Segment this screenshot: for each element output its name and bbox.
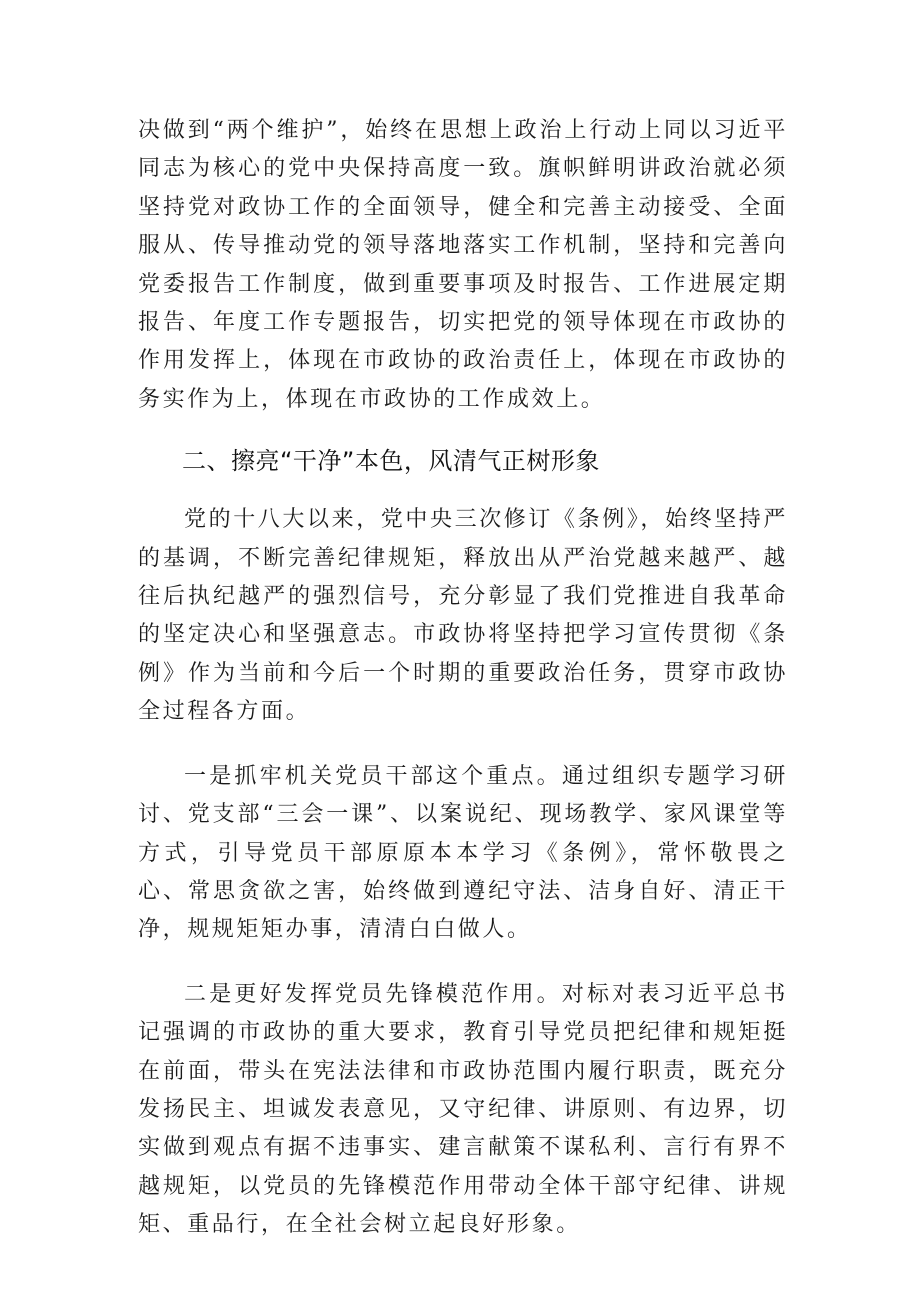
paragraph-point-one: 一是抓牢机关党员干部这个重点。通过组织专题学习研讨、党支部“三会一课”、以案说纪、现场教学、家风课堂等方式，引导党员干部原原本本学习《条例》，常怀敬畏之心、常思贪欲之害，始终做到遵纪守法、洁身自好、清正干净，规规矩矩办事，清清白白做人。 [138, 763, 788, 943]
paragraph-continuation: 决做到“两个维护”，始终在思想上政治上行动上同以习近平同志为核心的党中央保持高度一致。旗帜鲜明讲政治就必须坚持党对政协工作的全面领导，健全和完善主动接受、全面服从、传导推动党的领导落地落实工作机制，坚持和完善向党委报告工作制度，做到重要事项及时报告、工作进展定期报告、年度工作专题报告，切实把党的领导体现在市政协的作用发挥上，体现在市政协的政治责任上，体现在市政协的务实作为上，体现在市政协的工作成效上。 [138, 118, 788, 412]
paragraph-intro: 党的十八大以来，党中央三次修订《条例》，始终坚持严的基调，不断完善纪律规矩，释放出从严治党越来越严、越往后执纪越严的强烈信号，充分彰显了我们党推进自我革命的坚定决心和坚强意志。市政协将坚持把学习宣传贯彻《条例》作为当前和今后一个时期的重要政治任务，贯穿市政协全过程各方面。 [138, 507, 789, 725]
document-body [138, 112, 788, 1245]
section-heading: 二、擦亮“干净”本色，风清气正树形象 [182, 447, 600, 476]
paragraph-point-two: 二是更好发挥党员先锋模范作用。对标对表习近平总书记强调的市政协的重大要求，教育引导党员把纪律和规矩挺在前面，带头在宪法法律和市政协范围内履行职责，既充分发扬民主、坦诚发表意见，又守纪律、讲原则、有边界，切实做到观点有据不违事实、建言献策不谋私利、言行有界不越规矩，以党员的先锋模范作用带动全体干部守纪律、讲规矩、重品行，在全社会树立起良好形象。 [138, 981, 788, 1238]
